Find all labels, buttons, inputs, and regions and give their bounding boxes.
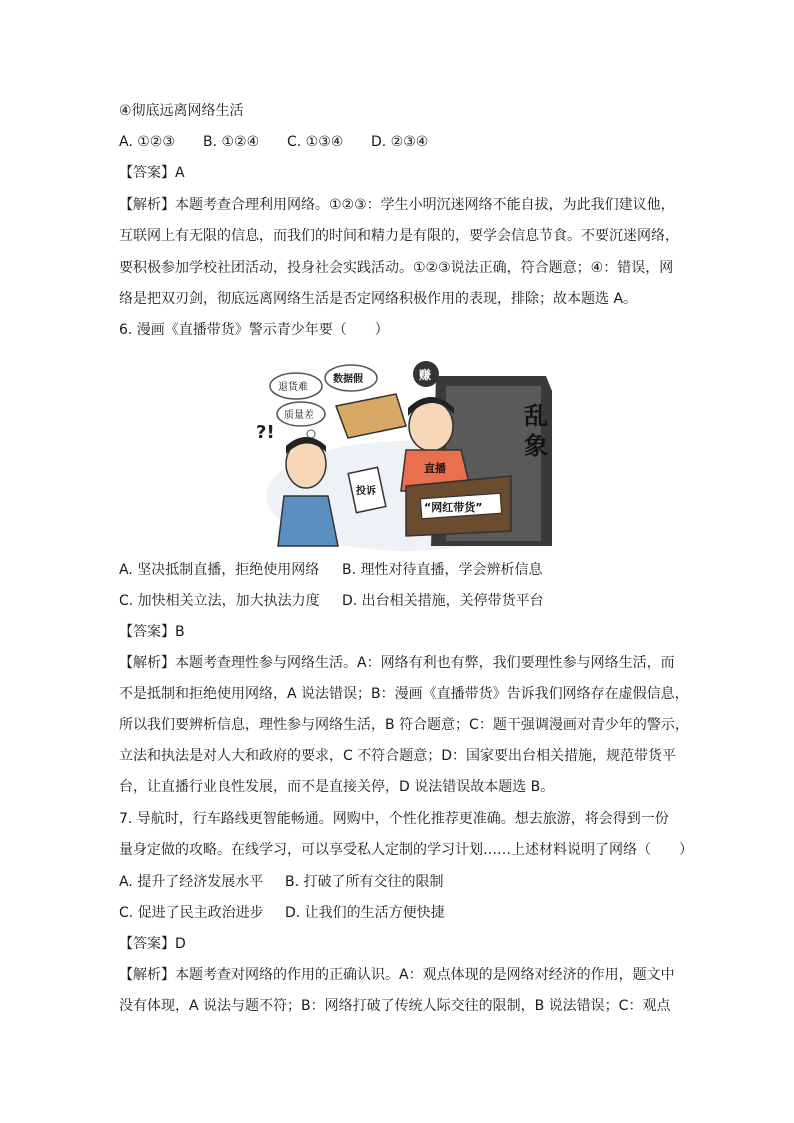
cartoon-bubble-1: 退货难 xyxy=(278,382,308,393)
q6-answer: 【答案】B xyxy=(119,624,185,640)
q6-stem: 6. 漫画《直播带货》警示青少年要（ ） xyxy=(119,322,389,338)
q7-analysis-line: 【解析】本题考查对网络的作用的正确认识。A：观点体现的是网络对经济的作用，题文中 xyxy=(119,967,675,983)
q5-answer: 【答案】A xyxy=(119,165,185,181)
q6-choice-b: B. 理性对待直播，学会辨析信息 xyxy=(342,562,543,578)
q6-choice-c: C. 加快相关立法，加大执法力度 xyxy=(119,593,320,609)
cartoon-bubble-3: 质量差 xyxy=(284,410,314,421)
q6-choice-d: D. 出台相关措施，关停带货平台 xyxy=(342,593,544,609)
q7-stem-line: 7. 导航时，行车路线更智能畅通。网购中，个性化推荐更准确。想去旅游，将会得到一份 xyxy=(119,811,669,827)
q7-choice-d: D. 让我们的生活方便快捷 xyxy=(285,905,445,921)
q7-choice-b: B. 打破了所有交往的限制 xyxy=(285,874,444,890)
q5-choice-d: D. ②③④ xyxy=(371,134,429,150)
q5-analysis-line: 互联网上有无限的信息，而我们的时间和精力是有限的，要学会信息节食。不要沉迷网络， xyxy=(119,228,679,244)
cartoon-live-label: 直播 xyxy=(424,462,446,475)
q6-choice-a: A. 坚决抵制直播，拒绝使用网络 xyxy=(119,562,320,578)
q7-analysis-line: 没有体现，A 说法与题不符；B：网络打破了传统人际交往的限制，B 说法错误；C：观点 xyxy=(119,998,671,1014)
cartoon-confused-marks: ?! xyxy=(256,422,275,443)
cartoon-banner: “网红带货” xyxy=(424,501,483,514)
q7-stem-line: 量身定做的攻略。在线学习，可以享受私人定制的学习计划……上述材料说明了网络（ ） xyxy=(119,842,693,858)
q6-choices-row-1 xyxy=(119,560,679,580)
cartoon-complaint-paper: 投诉 xyxy=(356,486,376,497)
cartoon-live-streaming xyxy=(256,346,556,554)
q6-analysis-line: 所以我们要辨析信息，理性参与网络生活，B 符合题意；C：题干强调漫画对青少年的警示， xyxy=(119,717,689,733)
q5-choice-a: A. ①②③ xyxy=(119,134,175,150)
cartoon-bubble-2: 数据假 xyxy=(333,374,363,385)
q5-analysis-line: 【解析】本题考查合理利用网络。①②③：学生小明沉迷网络不能自拔，为此我们建议他， xyxy=(119,197,675,213)
cartoon-illustration xyxy=(256,346,556,554)
q5-option-4: ④彻底远离网络生活 xyxy=(119,103,244,119)
q5-analysis-line: 络是把双刃剑，彻底远离网络生活是否定网络积极作用的表现，排除；故本题选 A。 xyxy=(119,291,638,307)
q7-choice-a: A. 提升了经济发展水平 xyxy=(119,874,264,890)
q5-choice-b: B. ①②④ xyxy=(203,134,260,150)
q7-choices-row-2 xyxy=(119,903,679,923)
q5-analysis-line: 要积极参加学校社团活动，投身社会实践活动。①②③说法正确，符合题意；④：错误，网 xyxy=(119,260,674,276)
q7-choice-c: C. 促进了民主政治进步 xyxy=(119,905,264,921)
q6-analysis-line: 【解析】本题考查理性参与网络生活。A：网络有利也有弊，我们要理性参与网络生活，而 xyxy=(119,655,675,671)
q6-choices-row-2 xyxy=(119,591,679,611)
q5-choice-c: C. ①③④ xyxy=(287,134,344,150)
q7-choices-row-1 xyxy=(119,872,679,892)
cartoon-side-label-1: 乱 xyxy=(524,402,548,430)
q7-answer: 【答案】D xyxy=(119,936,186,952)
q5-choices xyxy=(119,132,679,152)
cartoon-hat-label: 赚 xyxy=(419,368,432,382)
q6-analysis-line: 不是抵制和拒绝使用网络，A 说法错误；B：漫画《直播带货》告诉我们网络存在虚假信息， xyxy=(119,686,689,702)
q6-analysis-line: 立法和执法是对人大和政府的要求，C 不符合题意；D：国家要出台相关措施，规范带货平 xyxy=(119,748,677,764)
cartoon-side-label-2: 象 xyxy=(524,432,548,460)
q6-analysis-line: 台，让直播行业良性发展，而不是直接关停，D 说法错误故本题选 B。 xyxy=(119,779,555,795)
